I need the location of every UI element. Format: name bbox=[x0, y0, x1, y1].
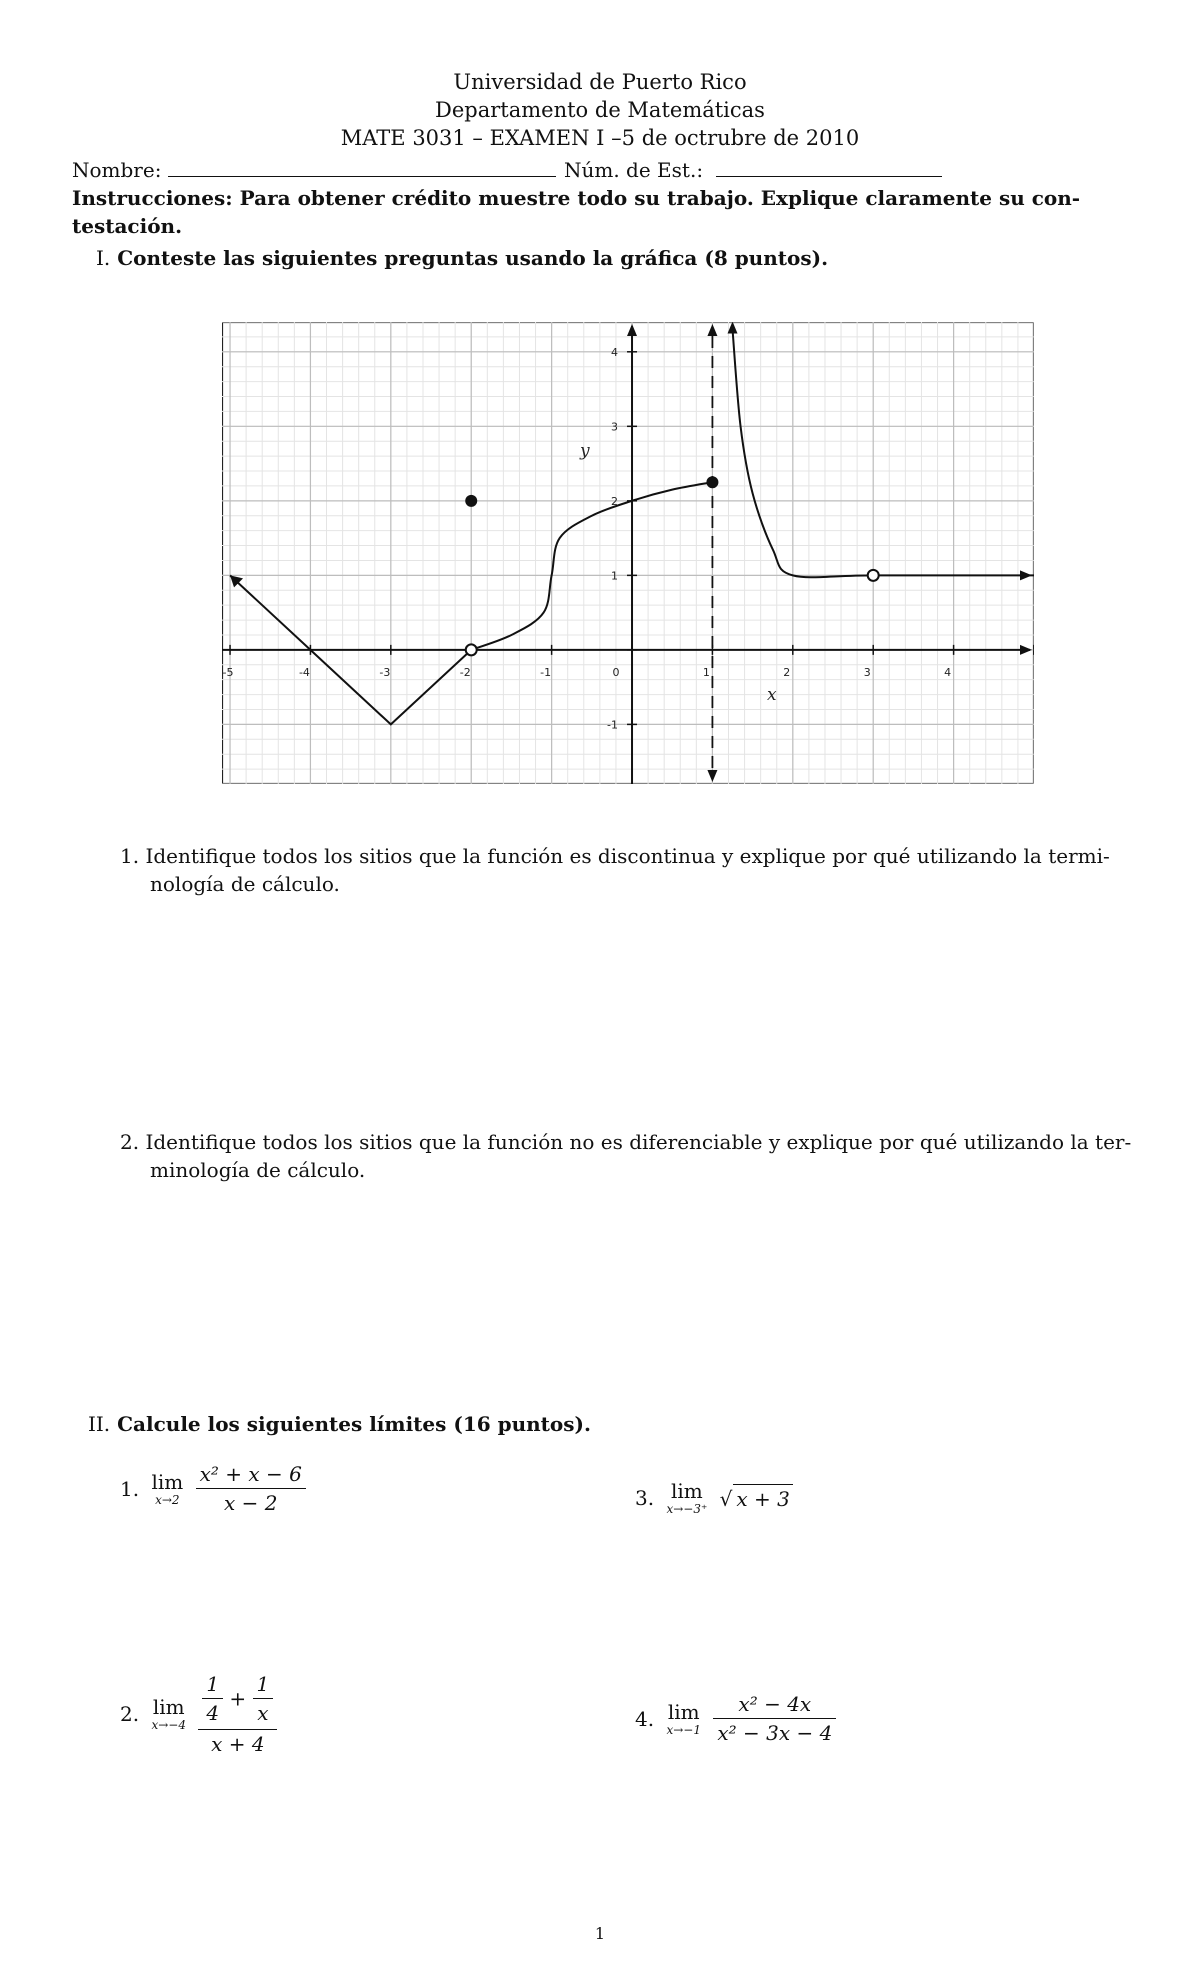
lim-subscript: x→−3⁺ bbox=[666, 1502, 708, 1516]
question-1-line2: nología de cálculo. bbox=[150, 872, 340, 896]
limit-4-number: 4. bbox=[635, 1706, 655, 1731]
inner-a-numerator: 1 bbox=[202, 1670, 223, 1699]
question-2-line1: Identifique todos los sitios que la función no es diferenciable y explique por qué utilizando la ter- bbox=[145, 1130, 1132, 1154]
x-tick-label: 4 bbox=[944, 665, 952, 679]
limit-1 bbox=[120, 1460, 306, 1517]
y-tick-label: 1 bbox=[611, 569, 619, 583]
numerator: x² − 4x bbox=[713, 1690, 836, 1719]
part1-heading bbox=[96, 244, 828, 272]
limit-3-number: 3. bbox=[635, 1486, 655, 1510]
inner-b-numerator: 1 bbox=[253, 1670, 274, 1699]
limit-2-operator bbox=[151, 1696, 186, 1732]
numerator: x² + x − 6 bbox=[196, 1460, 306, 1489]
instructions-label: Instrucciones: bbox=[72, 186, 233, 210]
student-number-field[interactable] bbox=[716, 176, 942, 177]
open-point bbox=[868, 570, 879, 581]
y-axis-label: y bbox=[580, 441, 590, 461]
inner-fraction-a bbox=[202, 1670, 223, 1727]
page-number: 1 bbox=[594, 1924, 606, 1943]
question-1-line1: Identifique todos los sitios que la función es discontinua y explique por qué utilizando la termi- bbox=[145, 844, 1110, 868]
filled-point bbox=[465, 495, 477, 507]
student-number-label: Núm. de Est.: bbox=[564, 158, 704, 182]
graph-frame bbox=[223, 323, 1034, 784]
limit-2-number: 2. bbox=[120, 1702, 140, 1726]
radical-sign: √ bbox=[719, 1486, 733, 1511]
limit-1-number: 1. bbox=[120, 1476, 140, 1501]
x-tick-label: -2 bbox=[459, 665, 471, 679]
limit-1-fraction bbox=[196, 1460, 306, 1517]
x-tick-label: 1 bbox=[702, 665, 710, 679]
limit-1-operator bbox=[151, 1471, 183, 1507]
part2-heading bbox=[88, 1410, 591, 1438]
part1-numeral: I. bbox=[96, 246, 111, 270]
limit-4-fraction bbox=[713, 1690, 836, 1747]
inner-fraction-b bbox=[253, 1670, 274, 1727]
lim-subscript: x→−1 bbox=[666, 1722, 701, 1737]
radicand: x + 3 bbox=[733, 1484, 792, 1513]
limit-2-fraction bbox=[198, 1670, 277, 1758]
part2-numeral: II. bbox=[88, 1412, 111, 1436]
filled-point bbox=[706, 476, 718, 488]
part2-title: Calcule los siguientes límites (16 puntos). bbox=[117, 1412, 591, 1436]
limit-4 bbox=[635, 1690, 836, 1747]
limit-2 bbox=[120, 1670, 277, 1758]
instructions-line2: testación. bbox=[72, 214, 183, 238]
x-axis-label: x bbox=[767, 685, 777, 705]
x-tick-label: 2 bbox=[783, 665, 791, 679]
question-2-line2: minología de cálculo. bbox=[150, 1158, 366, 1182]
x-tick-label: 0 bbox=[612, 665, 620, 679]
y-tick-label: 3 bbox=[611, 420, 619, 434]
x-tick-label: -3 bbox=[379, 665, 391, 679]
x-tick-label: -4 bbox=[298, 665, 310, 679]
limit-3 bbox=[635, 1480, 793, 1516]
part1-title: Conteste las siguientes preguntas usando la gráfica (8 puntos). bbox=[117, 246, 829, 270]
denominator: x² − 3x − 4 bbox=[717, 1721, 833, 1745]
denominator: x + 4 bbox=[211, 1732, 265, 1756]
plus-sign: + bbox=[229, 1686, 247, 1711]
question-2-number: 2. bbox=[120, 1130, 140, 1154]
open-point bbox=[466, 644, 477, 655]
inner-b-denominator: x bbox=[257, 1701, 269, 1725]
name-field[interactable] bbox=[168, 176, 556, 177]
question-1-number: 1. bbox=[120, 844, 140, 868]
compound-numerator bbox=[198, 1670, 277, 1730]
limit-3-radical bbox=[720, 1487, 793, 1511]
lim-text: lim bbox=[671, 1479, 703, 1503]
university-name: Universidad de Puerto Rico bbox=[453, 70, 747, 94]
x-tick-label: 3 bbox=[863, 665, 871, 679]
lim-subscript: x→2 bbox=[155, 1492, 180, 1507]
y-tick-label: 4 bbox=[611, 345, 619, 359]
lim-subscript: x→−4 bbox=[151, 1718, 186, 1732]
function-graph bbox=[222, 322, 1034, 784]
question-1 bbox=[120, 842, 1110, 870]
instructions-line1: Para obtener crédito muestre todo su trabajo. Explique claramente su con- bbox=[239, 186, 1081, 210]
y-tick-label: 2 bbox=[611, 494, 619, 508]
department-name: Departamento de Matemáticas bbox=[435, 98, 765, 122]
limit-3-operator bbox=[666, 1480, 707, 1516]
inner-a-denominator: 4 bbox=[206, 1701, 220, 1725]
instructions bbox=[72, 184, 1132, 212]
lim-text: lim bbox=[151, 1469, 184, 1494]
name-label: Nombre: bbox=[72, 158, 162, 182]
x-tick-label: -1 bbox=[540, 665, 552, 679]
question-2 bbox=[120, 1128, 1131, 1156]
exam-title: MATE 3031 – EXAMEN I –5 de octrubre de 2010 bbox=[340, 126, 860, 150]
y-tick-label: -1 bbox=[607, 718, 619, 732]
lim-text: lim bbox=[152, 1695, 185, 1719]
lim-text: lim bbox=[667, 1699, 700, 1724]
limit-4-operator bbox=[666, 1701, 701, 1737]
denominator: x − 2 bbox=[223, 1491, 278, 1515]
x-tick-label: -5 bbox=[222, 665, 234, 679]
